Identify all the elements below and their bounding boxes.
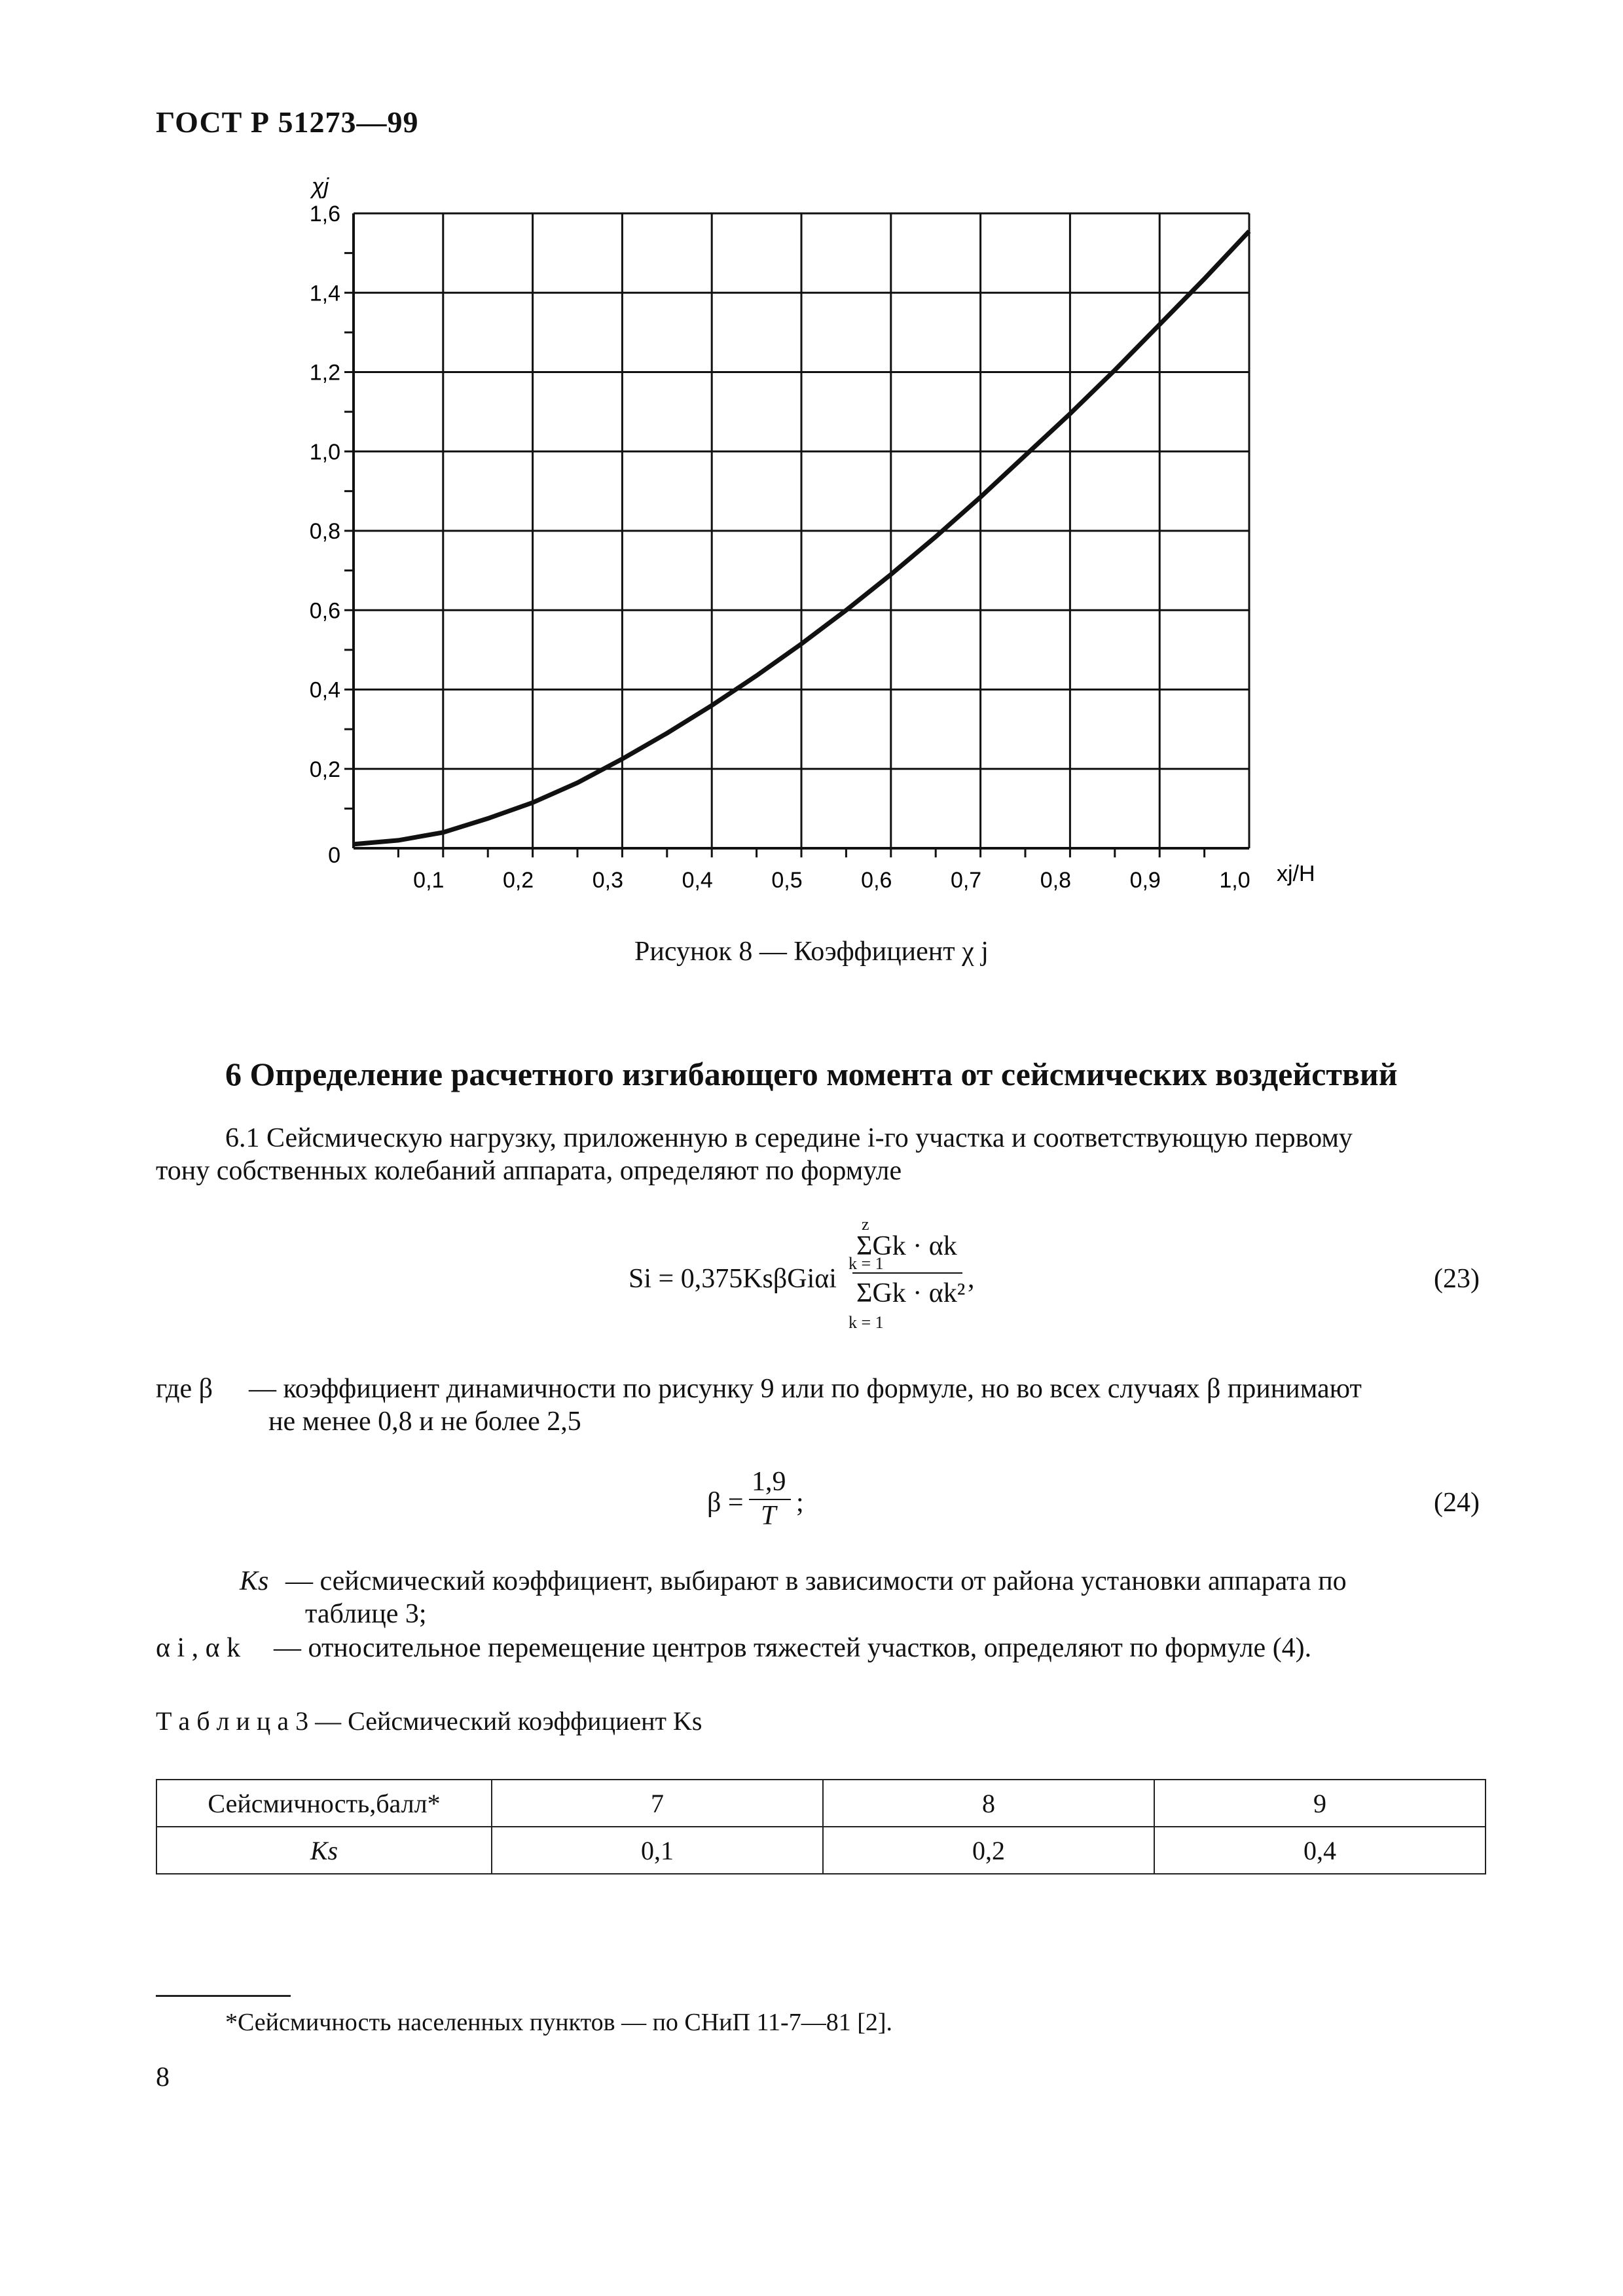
figure-caption: Рисунок 8 — Коэффициент χ j bbox=[634, 937, 989, 967]
table-row bbox=[156, 1780, 1486, 1827]
chart-grid bbox=[354, 213, 1249, 848]
table-cell: Ks bbox=[156, 1827, 492, 1874]
x-tick-label: 0,6 bbox=[861, 868, 892, 893]
document-code: ГОСТ Р 51273—99 bbox=[156, 105, 419, 139]
formula-23-fraction-bar bbox=[852, 1272, 962, 1274]
x-tick-label: 0,1 bbox=[413, 868, 445, 893]
paragraph-6-1 bbox=[156, 1122, 1485, 1187]
y-tick-label: 0,6 bbox=[309, 598, 340, 624]
formula-24-denominator: T bbox=[761, 1501, 776, 1531]
footnote: *Сейсмичность населенных пунктов — по СНиП 11-7—81 [2]. bbox=[225, 2009, 893, 2036]
y-tick-label: 1,0 bbox=[309, 439, 340, 465]
formula-23-sum-bottom: k = 1 bbox=[848, 1254, 884, 1273]
y-tick-label: 1,2 bbox=[309, 360, 340, 386]
seismic-coefficient-table bbox=[156, 1779, 1486, 1874]
y-tick-label: 0,2 bbox=[309, 757, 340, 782]
x-tick-label: 1,0 bbox=[1219, 868, 1250, 893]
formula-24-numerator: 1,9 bbox=[752, 1467, 786, 1497]
formula-23-comma: , bbox=[968, 1264, 975, 1294]
chart-labels bbox=[310, 202, 1250, 893]
table-caption: Т а б л и ц а 3 — Сейсмический коэффициент Ks bbox=[156, 1706, 702, 1736]
table-cell: 8 bbox=[823, 1780, 1154, 1827]
formula-24-number: (24) bbox=[1434, 1488, 1480, 1518]
x-tick-label: 0,2 bbox=[502, 868, 534, 893]
x-tick-label: 0,9 bbox=[1129, 868, 1161, 893]
section-title: 6 Определение расчетного изгибающего момента от сейсмических воздействий bbox=[225, 1056, 1398, 1092]
beta-definition-line-2: не менее 0,8 и не более 2,5 bbox=[268, 1407, 581, 1437]
formula-23-den-bottom: k = 1 bbox=[848, 1313, 884, 1332]
paragraph-line-2: тону собственных колебаний аппарата, определяют по формуле bbox=[156, 1156, 902, 1186]
alpha-term: α i , α k bbox=[156, 1633, 241, 1663]
y-tick-label: 0,8 bbox=[309, 519, 340, 544]
y-tick-label: 0,4 bbox=[309, 677, 340, 703]
footnote-separator bbox=[156, 1995, 291, 1997]
beta-term: где β bbox=[156, 1374, 213, 1404]
y-tick-label: 1,6 bbox=[309, 202, 340, 226]
table-cell: Сейсмичность,балл* bbox=[156, 1780, 492, 1827]
beta-definition-line-1: — коэффициент динамичности по рисунку 9 или по формуле, но во всех случаях β принимают bbox=[249, 1374, 1362, 1404]
y-tick-label: 1,4 bbox=[309, 281, 340, 306]
ks-definition-line-2: таблице 3; bbox=[305, 1599, 427, 1629]
table-cell: 7 bbox=[492, 1780, 823, 1827]
table-cell: 9 bbox=[1154, 1780, 1486, 1827]
formula-24-lhs: β = bbox=[707, 1488, 744, 1518]
paragraph-line-1: 6.1 Сейсмическую нагрузку, приложенную в середине i-го участка и соответствующую первому bbox=[225, 1123, 1353, 1153]
table-row bbox=[156, 1827, 1486, 1874]
ks-definition-line-1: — сейсмический коэффициент, выбирают в зависимости от района установки аппарата по bbox=[285, 1566, 1347, 1596]
table-cell: 0,4 bbox=[1154, 1827, 1486, 1874]
formula-23-numerator: ΣGk · αk bbox=[856, 1231, 957, 1261]
ks-term: Ks bbox=[240, 1566, 269, 1596]
formula-23-sum-top: z bbox=[862, 1215, 869, 1234]
y-axis-label: χj bbox=[312, 174, 329, 199]
x-tick-label: 0,8 bbox=[1040, 868, 1072, 893]
x-tick-label: 0,5 bbox=[771, 868, 803, 893]
x-tick-label: 0,3 bbox=[592, 868, 624, 893]
y-tick-label: 0 bbox=[328, 843, 340, 868]
coefficient-chart bbox=[0, 0, 1623, 929]
chart-ticks bbox=[344, 253, 1205, 857]
page-number: 8 bbox=[156, 2062, 170, 2092]
table-cell: 0,2 bbox=[823, 1827, 1154, 1874]
x-tick-label: 0,4 bbox=[682, 868, 713, 893]
table-cell: 0,1 bbox=[492, 1827, 823, 1874]
x-axis-label: xj/H bbox=[1277, 861, 1315, 886]
formula-23-lhs: Si = 0,375KsβGiαi bbox=[629, 1264, 837, 1294]
formula-23-number: (23) bbox=[1434, 1264, 1480, 1294]
formula-24-semicolon: ; bbox=[796, 1488, 804, 1518]
alpha-definition: — относительное перемещение центров тяжестей участков, определяют по формуле (4). bbox=[274, 1633, 1312, 1663]
x-tick-label: 0,7 bbox=[950, 868, 982, 893]
formula-23-denominator: ΣGk · αk² bbox=[856, 1278, 966, 1308]
